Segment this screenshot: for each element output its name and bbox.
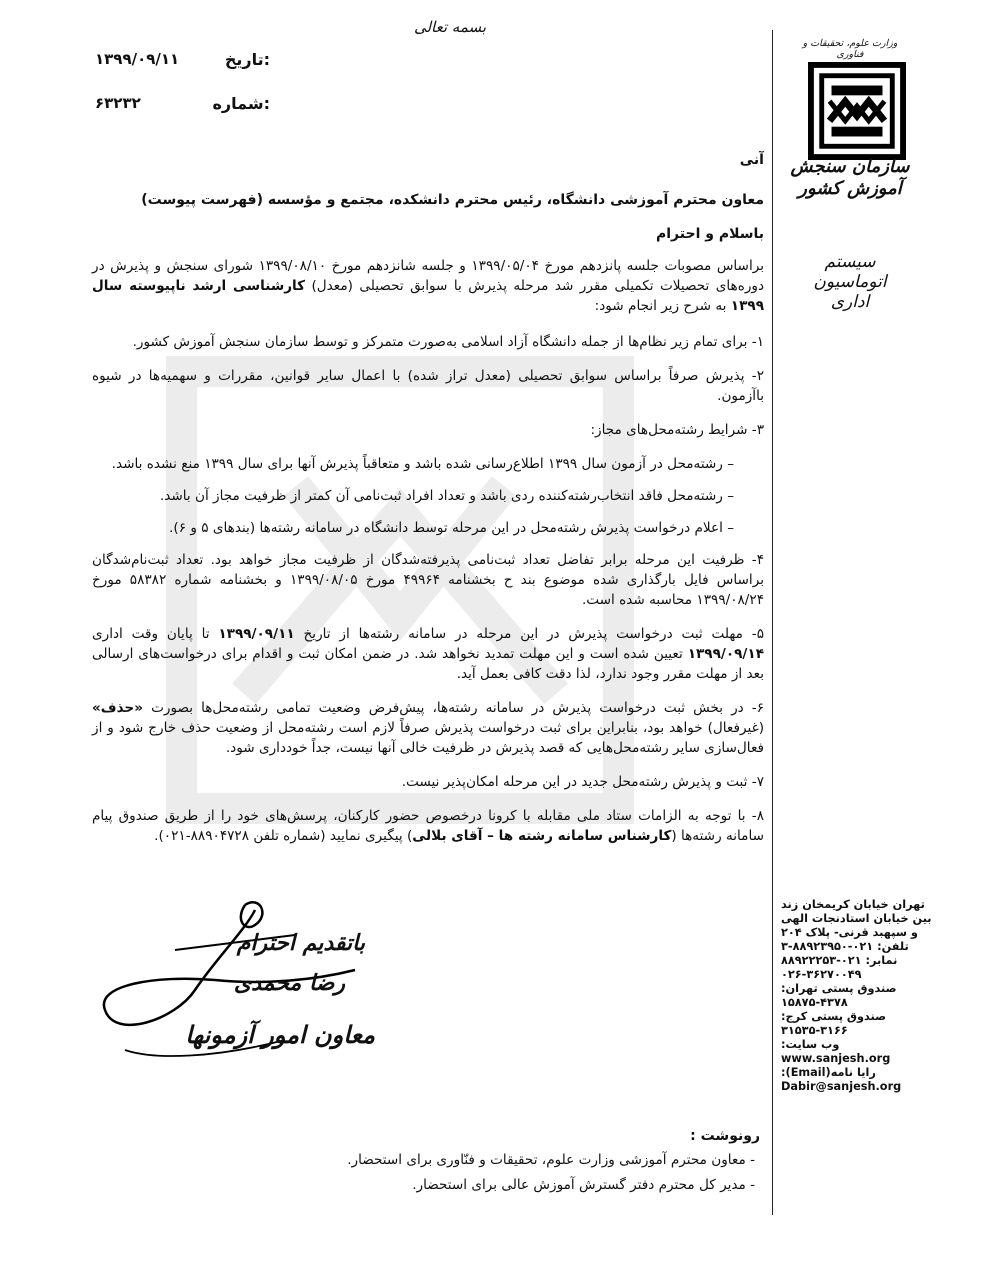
signatory-title: معاون امور آزمونها	[185, 1020, 375, 1049]
address-line-3: و سپهبد قرنی- پلاک ۲۰۴	[781, 926, 918, 939]
item-3-sub-3: – اعلام درخواست پذیرش رشته‌محل در این مرحله توسط دانشگاه در سامانه رشته‌ها (بندهای ۵ و ۶).	[169, 520, 734, 536]
salutation: باسلام و احترام	[656, 226, 764, 242]
item-2: ۲- پذیرش صرفاً براساس سوابق تحصیلی (معدل تراز شده) با اعمال سایر قوانین، مقررات و سهمیه‌ها در شیوه باآزمون.	[92, 368, 764, 404]
item-4: ۴- ظرفیت این مرحله برابر تفاضل تعداد ثبت‌نامی پذیرفته‌شدگان از ظرفیت مجاز خواهد بود. تعداد ثبت‌نام‌شدگان براساس فایل بارگذاری شده موضوع بند ح بخشنامه ۴۹۹۶۴ مورخ ۱۳۹۹/۰۸/۰۵ و بخشنامه شماره ۵۸۳۸۲ مورخ ۱۳۹۹/۰۸/۲۴ محاسبه شده است.	[92, 552, 764, 608]
ministry-name: وزارت علوم، تحقیقات و فناوری	[802, 38, 898, 60]
fax-value-1: ۰۲۱-۸۸۹۲۲۲۵۳	[781, 954, 862, 967]
item-3: ۳- شرایط رشته‌محل‌های مجاز:	[590, 422, 764, 438]
number-label: شماره:	[212, 94, 270, 113]
cc-label: رونوشت :	[690, 1128, 760, 1144]
signatory-name: رضا محمدی	[233, 970, 345, 996]
number-value: ۶۳۲۳۲	[95, 94, 141, 112]
item-3-sub-2: – رشته‌محل فاقد انتخاب‌رشته‌کننده ردی باشد و تعداد افراد ثبت‌نامی آن کمتر از ظرفیت مجاز آن باشد.	[159, 488, 734, 504]
phone-value: ۰۲۱-۸۸۹۲۳۹۵۰-۳	[781, 940, 874, 953]
item-8: ۸- با توجه به الزامات ستاد ملی مقابله با کرونا درخصوص حضور کارکنان، پرسش‌های خود را از طریق صندوق پیام سامانه رشته‌ها (کارشناس سامانه رشته ها – آقای بلالی) پیگیری نمایید (شماره تلفن ۸۸۹۰۴۷۲۸-۰۲۱).	[92, 808, 764, 844]
intro-paragraph: براساس مصوبات جلسه پانزدهم مورخ ۱۳۹۹/۰۵/۰۴ و جلسه شانزدهم مورخ ۱۳۹۹/۰۸/۱۰ شورای سنجش و پذیرش در دوره‌های تحصیلات تکمیلی مقرر شد مرحله پذیرش با سوابق تحصیلی (معدل) کارشناسی ارشد ناپیوسته سال ۱۳۹۹ به شرح زیر انجام شود:	[92, 258, 765, 314]
pobox-tehran-value: ۱۵۸۷۵-۴۳۷۸	[781, 996, 848, 1009]
item-6: ۶- در بخش ثبت درخواست پذیرش در سامانه رشته‌ها، پیش‌فرض وضعیت تمامی رشته‌محل‌ها بصورت «حذف» (غیرفعال) خواهد بود، بنابراین برای ثبت درخواست پذیرش صرفاً لازم است رشته‌محل از وضعیت حذف خارج شود و از فعال‌سازی سایر رشته‌محل‌هایی که قصد پذیرش در ظرفیت خالی آنها نیست، جداً خودداری شود.	[92, 700, 764, 756]
item-3-sub-1: – رشته‌محل در آزمون سال ۱۳۹۹ اطلاع‌رسانی شده باشد و متعاقباً پذیرش آنها برای سال ۱۳۹۹ منع نشده باشد.	[111, 456, 734, 472]
system-name: سیستم اتوماسیون اداری	[813, 252, 887, 312]
pobox-karaj-value: ۳۱۵۳۵-۳۱۶۶	[781, 1024, 848, 1037]
email-label: رایا نامه(Email):	[781, 1066, 876, 1079]
pobox-karaj-label: صندوق پستی کرج:	[781, 1010, 887, 1023]
number-row	[95, 94, 270, 120]
signature-block	[95, 890, 375, 1090]
pobox-tehran-label: صندوق پستی تهران:	[781, 982, 897, 995]
fax-row	[781, 954, 981, 968]
addressee: معاون محترم آموزشی دانشگاه، رئیس محترم دانشکده، مجتمع و مؤسسه (فهرست پیوست)	[141, 192, 764, 208]
website-link[interactable]: www.sanjesh.org	[781, 1052, 891, 1065]
basmala: بسمه تعالی	[413, 18, 487, 36]
organization-name: سازمان سنجش آموزش کشور	[790, 156, 910, 199]
cc-item: - مدیر کل محترم دفتر گسترش آموزش عالی برای استحضار.	[412, 1177, 755, 1193]
address-line-2: بین خیابان استادنجات الهی	[781, 912, 932, 925]
date-label: تاریخ:	[224, 50, 270, 69]
signature-closing: باتقدیم احترام	[236, 930, 365, 956]
cc-list	[300, 1148, 755, 1198]
phone-row	[781, 940, 981, 954]
contact-block	[781, 898, 981, 1094]
date-value: ۱۳۹۹/۰۹/۱۱	[95, 50, 180, 68]
sidebar-divider	[772, 30, 773, 1215]
item-1: ۱- برای تمام زیر نظام‌ها از جمله دانشگاه آزاد اسلامی به‌صورت متمرکز و توسط سازمان سنجش آموزش کشور.	[132, 334, 764, 350]
item-7: ۷- ثبت و پذیرش رشته‌محل جدید در این مرحله امکان‌پذیر نیست.	[401, 774, 764, 790]
sanjesh-logo-icon	[808, 62, 906, 160]
address-line-1: تهران خیابان کریمخان زند	[781, 898, 925, 911]
letter-body	[92, 150, 764, 860]
urgency-label: آنی	[739, 152, 764, 168]
fax-value-2: ۰۲۶-۳۶۲۷۰۰۴۹	[781, 968, 862, 981]
fax-label: نمابر:	[865, 954, 898, 967]
email-link[interactable]: Dabir@sanjesh.org	[781, 1080, 902, 1093]
cc-item: - معاون محترم آموزشی وزارت علوم، تحقیقات و فنّاوری برای استحضار.	[347, 1152, 755, 1168]
item-5: ۵- مهلت ثبت درخواست پذیرش در این مرحله در سامانه رشته‌ها از تاریخ ۱۳۹۹/۰۹/۱۱ تا پایان وقت اداری ۱۳۹۹/۰۹/۱۴ تعیین شده است و این مهلت تمدید نخواهد شد. در ضمن امکان ثبت و اقدام برای درخواست‌های ارسالی بعد از مهلت مقرر وجود ندارد، لذا دقت کافی بعمل آید.	[92, 626, 764, 682]
date-row	[95, 50, 270, 76]
phone-label: تلفن:	[877, 940, 909, 953]
website-label: وب سایت:	[781, 1038, 840, 1051]
